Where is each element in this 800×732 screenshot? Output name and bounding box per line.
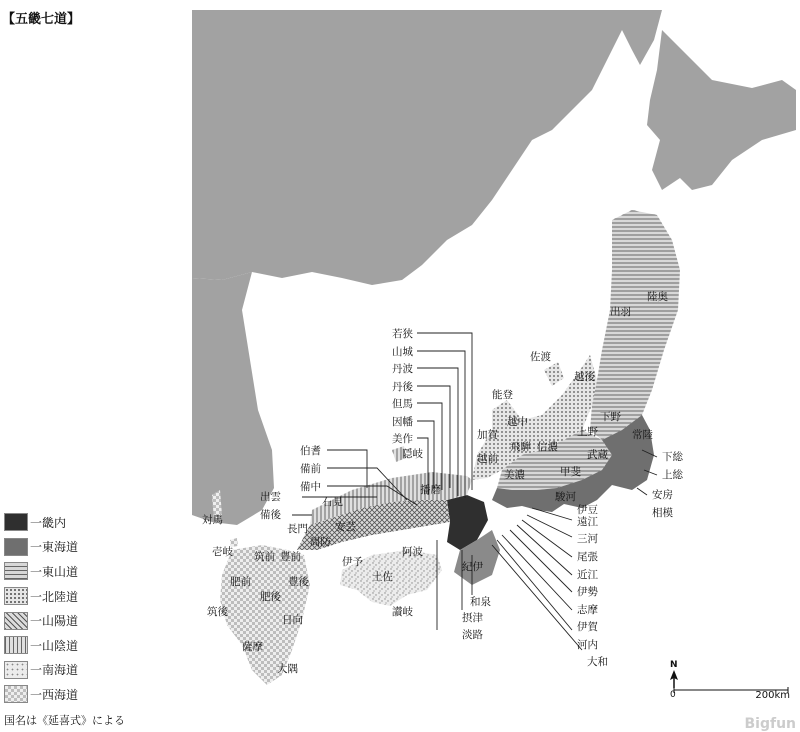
legend-label: 一山陰道: [30, 638, 79, 653]
label-chikugo: 筑後: [207, 606, 228, 618]
label-echizen: 越前: [477, 453, 498, 465]
label-izumi: 和泉: [470, 596, 491, 608]
label-wakasa: 若狭: [392, 328, 413, 340]
scale-label: 200km: [755, 690, 790, 701]
label-iwami: 石見: [322, 496, 343, 508]
label-yamashiro: 山城: [392, 346, 413, 358]
legend-item-kinai: [4, 510, 184, 535]
label-buzen: 豊前: [280, 551, 301, 563]
label-kazusa: 上総: [662, 469, 683, 481]
label-mino: 美濃: [504, 469, 525, 481]
label-shimousa: 下総: [662, 451, 683, 463]
legend-item-nankaido: [4, 658, 184, 683]
swatch-checker: [4, 685, 28, 703]
label-mutsu: 陸奥: [647, 291, 668, 303]
label-omi: 近江: [577, 569, 598, 581]
label-suo: 周防: [310, 536, 331, 548]
label-iyo: 伊予: [342, 556, 363, 568]
swatch-solid-dark: [4, 513, 28, 531]
label-awaji: 淡路: [462, 629, 483, 641]
source-note: 国名は《延喜式》による: [4, 714, 125, 727]
legend-item-hokurikudo: [4, 584, 184, 609]
label-aki: 安芸: [335, 521, 356, 533]
label-bungo: 豊後: [288, 576, 309, 588]
legend-label: 一山陽道: [30, 614, 79, 629]
legend-label: 一北陸道: [30, 589, 79, 604]
japan-map: [192, 10, 796, 702]
label-iga: 伊賀: [577, 621, 598, 633]
label-awa: 阿波: [402, 546, 423, 558]
label-hoki: 伯耆: [300, 445, 321, 457]
label-izumo: 出雲: [260, 491, 281, 503]
label-tanba: 丹波: [392, 363, 413, 375]
label-awa-boso: 安房: [652, 489, 673, 501]
label-mikawa: 三河: [577, 533, 598, 545]
scale-bar: [660, 660, 790, 700]
label-bingo: 備後: [260, 509, 281, 521]
label-owari: 尾張: [577, 551, 598, 563]
scale-zero: 0: [670, 690, 676, 700]
legend-label: 一畿内: [30, 515, 67, 530]
label-bizen: 備前: [300, 463, 321, 475]
label-tajima: 但馬: [392, 398, 413, 410]
label-yamato: 大和: [587, 656, 608, 668]
label-iki: 壱岐: [212, 546, 233, 558]
label-kii: 紀伊: [462, 561, 483, 573]
label-echigo: 越後: [574, 371, 595, 383]
label-mimasaka: 美作: [392, 433, 413, 445]
label-izu: 伊豆: [577, 504, 598, 516]
label-shimotsuke: 下野: [600, 411, 621, 423]
label-nagato: 長門: [287, 523, 308, 535]
label-noto: 能登: [492, 389, 513, 401]
label-kaga: 加賀: [477, 429, 498, 441]
label-oki: 隠岐: [402, 448, 423, 460]
label-tango: 丹後: [392, 381, 413, 393]
label-suruga: 駿河: [555, 491, 576, 503]
label-sado: 佐渡: [530, 351, 551, 363]
swatch-solid-mid: [4, 538, 28, 556]
legend-item-sanindo: [4, 633, 184, 658]
label-hitachi: 常陸: [632, 429, 653, 441]
swatch-hatch-vertical: [4, 636, 28, 654]
label-kozuke: 上野: [577, 426, 598, 438]
watermark-logo: Bigfun: [744, 716, 796, 732]
swatch-dots: [4, 587, 28, 605]
label-tosa: 土佐: [372, 571, 393, 583]
legend: [4, 510, 184, 707]
swatch-hatch-horizontal: [4, 562, 28, 580]
label-dewa: 出羽: [610, 306, 631, 318]
legend-label: 一東山道: [30, 564, 79, 579]
label-totomi: 遠江: [577, 516, 598, 528]
label-higo: 肥後: [260, 591, 281, 603]
label-sanuki: 讃岐: [392, 606, 413, 618]
map-canvas: [192, 10, 796, 702]
legend-item-sanyodo: [4, 608, 184, 633]
label-hida: 飛騨: [510, 441, 531, 453]
label-inaba: 因幡: [392, 416, 413, 428]
label-bitchu: 備中: [300, 481, 321, 493]
label-ise: 伊勢: [577, 586, 598, 598]
legend-label: 一東海道: [30, 540, 79, 555]
label-tsushima: 対馬: [202, 514, 223, 526]
label-etchu: 越中: [507, 416, 528, 428]
legend-item-tosando: [4, 559, 184, 584]
map-title: 【五畿七道】: [2, 12, 81, 27]
label-shima: 志摩: [577, 604, 598, 616]
label-sagami: 相模: [652, 507, 673, 519]
swatch-crosshatch: [4, 612, 28, 630]
label-osumi: 大隅: [277, 663, 298, 675]
swatch-speckle: [4, 661, 28, 679]
label-settsu: 摂津: [462, 612, 483, 624]
legend-label: 一南海道: [30, 663, 79, 678]
label-kawachi: 河内: [577, 639, 598, 651]
label-satsuma: 薩摩: [242, 641, 263, 653]
north-arrow-label: N: [670, 660, 678, 670]
label-harima: 播磨: [420, 484, 441, 496]
label-hyuga: 日向: [282, 614, 303, 626]
legend-item-saikaido: [4, 682, 184, 707]
label-musashi: 武蔵: [587, 449, 608, 461]
label-hizen: 肥前: [230, 576, 251, 588]
label-kai: 甲斐: [560, 466, 581, 478]
label-shinano: 信濃: [537, 441, 558, 453]
legend-label: 一西海道: [30, 687, 79, 702]
legend-item-tokaido: [4, 535, 184, 560]
label-chikuzen: 筑前: [254, 551, 275, 563]
